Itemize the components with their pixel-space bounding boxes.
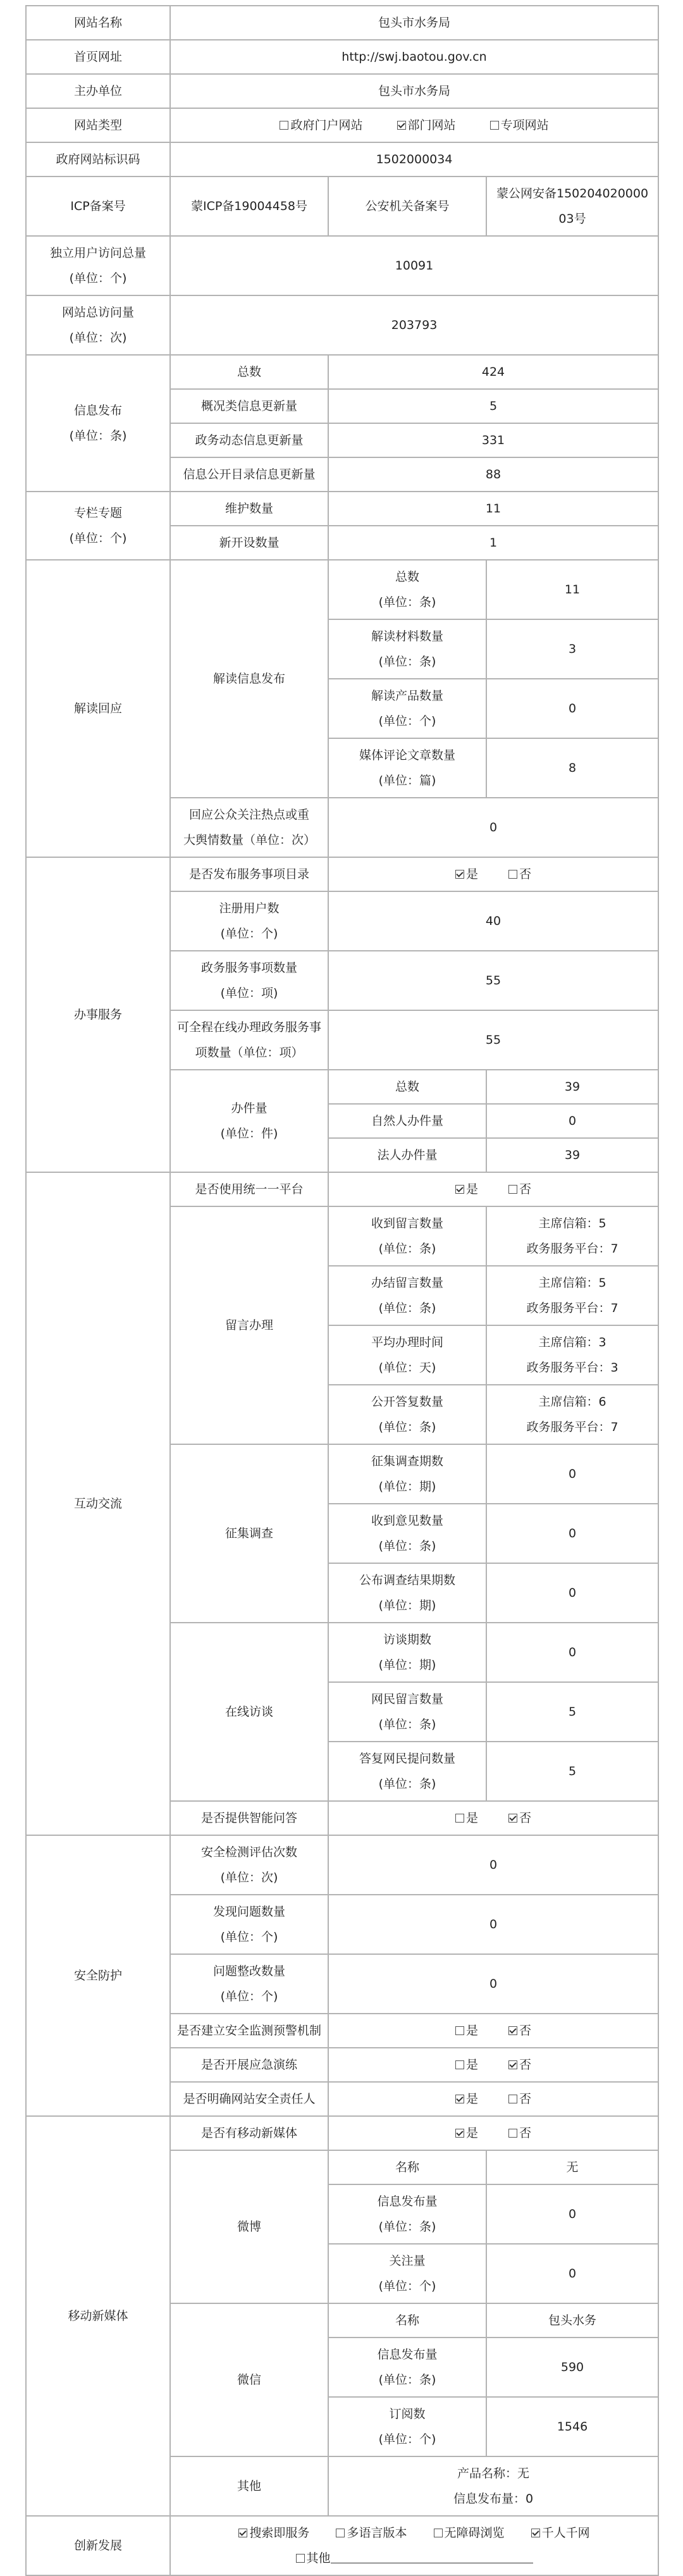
row-site-type [26, 108, 658, 142]
value-police: 蒙公网安备15020402000003号 [486, 176, 658, 236]
type-portal: 政府门户网站 [290, 118, 363, 132]
row-handled-person: 自然人办件量 0 [26, 1104, 658, 1138]
row-msg-pub: 公开答复数量 (单位：条) 主席信箱：6 政务服务平台：7 [26, 1385, 658, 1444]
row-sec-drill: 是否开展应急演练 是 否 [26, 2048, 658, 2082]
annual-report-table [25, 5, 659, 2576]
row-wechat-pub: 信息发布量 (单位：条) 590 [26, 2338, 658, 2397]
label-service: 办事服务 [26, 857, 170, 1172]
row-weibo-name: 微博 名称 无 [26, 2150, 658, 2184]
row-msg-done: 办结留言数量 (单位：条) 主席信箱：5 政务服务平台：7 [26, 1266, 658, 1325]
label-interp: 解读回应 [26, 560, 170, 857]
row-interp-respond: 回应公众关注热点或重大舆情数量（单位：次） 0 [26, 798, 658, 857]
value-site-name: 包头市水务局 [170, 6, 658, 40]
row-sec-eval: 安全防护 安全检测评估次数 (单位：次) 0 [26, 1835, 658, 1895]
row-interp-media: 媒体评论文章数量 (单位：篇) 8 [26, 738, 658, 798]
row-sec-fixed: 问题整改数量 (单位：个) 0 [26, 1954, 658, 2014]
label-site-code: 政府网站标识码 [26, 142, 170, 176]
checked-checkbox-icon [455, 2095, 464, 2103]
row-column-new: 新开设数量 1 [26, 526, 658, 560]
row-wechat-sub: 订阅数 (单位：个) 1546 [26, 2397, 658, 2456]
row-column-maintain: 专栏专题 (单位：个) 维护数量 11 [26, 492, 658, 526]
row-mobile-has: 移动新媒体 是否有移动新媒体 是 否 [26, 2116, 658, 2150]
value-icp: 蒙ICP备19004458号 [170, 176, 328, 236]
checkbox-icon [280, 121, 288, 130]
row-ai: 是否提供智能问答 是 否 [26, 1801, 658, 1835]
row-interp-total: 解读回应 解读信息发布 总数 (单位：条) 11 [26, 560, 658, 619]
label-pv: 网站总访问量 [61, 306, 134, 319]
value-host: 包头市水务局 [170, 74, 658, 108]
row-service-items: 政务服务事项数量 (单位：项) 55 [26, 951, 658, 1010]
checkbox-icon [296, 2554, 305, 2563]
row-service-online: 可全程在线办理政务服务事项数量（单位：项） 55 [26, 1010, 658, 1070]
row-innovation: 创新发展 搜索即服务 多语言版本 无障碍浏览 千人千网 其他 [26, 2516, 658, 2575]
value-pv: 203793 [170, 295, 658, 355]
checkbox-icon [490, 121, 499, 130]
row-info-overview: 概况类信息更新量 5 [26, 389, 658, 423]
row-interp-product: 解读产品数量 (单位：个) 0 [26, 679, 658, 738]
row-survey-opinions: 收到意见数量 (单位：条) 0 [26, 1504, 658, 1563]
checked-checkbox-icon [508, 2060, 517, 2069]
row-platform: 互动交流 是否使用统一一平台 是 否 [26, 1172, 658, 1206]
row-host [26, 74, 658, 108]
label-uv: 独立用户访问总量 [49, 246, 146, 260]
checkbox-icon [508, 2095, 517, 2103]
label-security: 安全防护 [26, 1835, 170, 2116]
value-site-code: 1502000034 [170, 142, 658, 176]
row-info-catalog: 信息公开目录信息更新量 88 [26, 457, 658, 492]
row-wechat-name: 微信 名称 包头水务 [26, 2303, 658, 2338]
row-msg-avg: 平均办理时间 (单位：天) 主席信箱：3 政务服务平台：3 [26, 1325, 658, 1385]
row-sec-owner: 是否明确网站安全责任人 是 否 [26, 2082, 658, 2116]
row-iv-netmsg: 网民留言数量 (单位：条) 5 [26, 1682, 658, 1742]
checked-checkbox-icon [508, 1814, 517, 1823]
row-site-code [26, 142, 658, 176]
row-iv-answer: 答复网民提问数量 (单位：条) 5 [26, 1742, 658, 1801]
label-column: 专栏专题 [73, 506, 122, 520]
type-department: 部门网站 [407, 118, 456, 132]
checkbox-icon [336, 2529, 345, 2537]
label-innovation: 创新发展 [26, 2516, 170, 2575]
value-uv: 10091 [170, 236, 658, 295]
checked-checkbox-icon [508, 2026, 517, 2035]
label-site-name: 网站名称 [26, 6, 170, 40]
row-weibo-pub: 信息发布量 (单位：条) 0 [26, 2184, 658, 2244]
label-url: 首页网址 [26, 40, 170, 74]
row-sec-warn: 是否建立安全监测预警机制 是 否 [26, 2014, 658, 2048]
label-site-type: 网站类型 [26, 108, 170, 142]
row-survey-results: 公布调查结果期数 (单位：期) 0 [26, 1563, 658, 1623]
row-url [26, 40, 658, 74]
row-survey-periods: 征集调查 征集调查期数 (单位：期) 0 [26, 1444, 658, 1504]
row-weibo-follow: 关注量 (单位：个) 0 [26, 2244, 658, 2303]
checked-checkbox-icon [455, 870, 464, 879]
value-url[interactable]: http://swj.baotou.gov.cn [170, 40, 658, 74]
label-info: 信息发布 [73, 404, 122, 418]
row-interp-material: 解读材料数量 (单位：条) 3 [26, 619, 658, 679]
row-info-total: 信息发布 (单位：条) 总数 424 [26, 355, 658, 389]
checked-checkbox-icon [455, 1185, 464, 1194]
checkbox-icon [508, 870, 517, 879]
row-sec-found: 发现问题数量 (单位：个) 0 [26, 1895, 658, 1954]
row-mobile-other: 其他 产品名称：无 信息发布量：0 [26, 2456, 658, 2516]
checkbox-icon [508, 1185, 517, 1194]
row-msg-recv: 留言办理 收到留言数量 (单位：条) 主席信箱：5 政务服务平台：7 [26, 1206, 658, 1266]
row-service-users: 注册用户数 (单位：个) 40 [26, 891, 658, 951]
checked-checkbox-icon [455, 2129, 464, 2138]
report-table-wrap [25, 5, 658, 2576]
row-icp [26, 176, 658, 236]
checked-checkbox-icon [397, 121, 406, 130]
label-host: 主办单位 [26, 74, 170, 108]
label-mobile: 移动新媒体 [26, 2116, 170, 2516]
checkbox-icon [455, 1814, 464, 1823]
checkbox-icon [508, 2129, 517, 2138]
checked-checkbox-icon [531, 2529, 540, 2537]
label-icp: ICP备案号 [26, 176, 170, 236]
row-site-name [26, 6, 658, 40]
checkbox-icon [455, 2026, 464, 2035]
checkbox-icon [455, 2060, 464, 2069]
type-special: 专项网站 [500, 118, 549, 132]
row-uv: 独立用户访问总量 (单位：个) 10091 [26, 236, 658, 295]
other-blank-line [331, 2550, 533, 2563]
row-pv: 网站总访问量 (单位：次) 203793 [26, 295, 658, 355]
row-iv-periods: 在线访谈 访谈期数 (单位：期) 0 [26, 1623, 658, 1682]
label-police: 公安机关备案号 [328, 176, 486, 236]
row-handled-legal: 法人办件量 39 [26, 1138, 658, 1172]
checkbox-icon [434, 2529, 443, 2537]
row-handled-total: 办件量 (单位：件) 总数 39 [26, 1070, 658, 1104]
label-interact: 互动交流 [26, 1172, 170, 1835]
checked-checkbox-icon [238, 2529, 247, 2537]
row-info-news: 政务动态信息更新量 331 [26, 423, 658, 457]
row-service-catalog: 办事服务 是否发布服务事项目录 是 否 [26, 857, 658, 891]
